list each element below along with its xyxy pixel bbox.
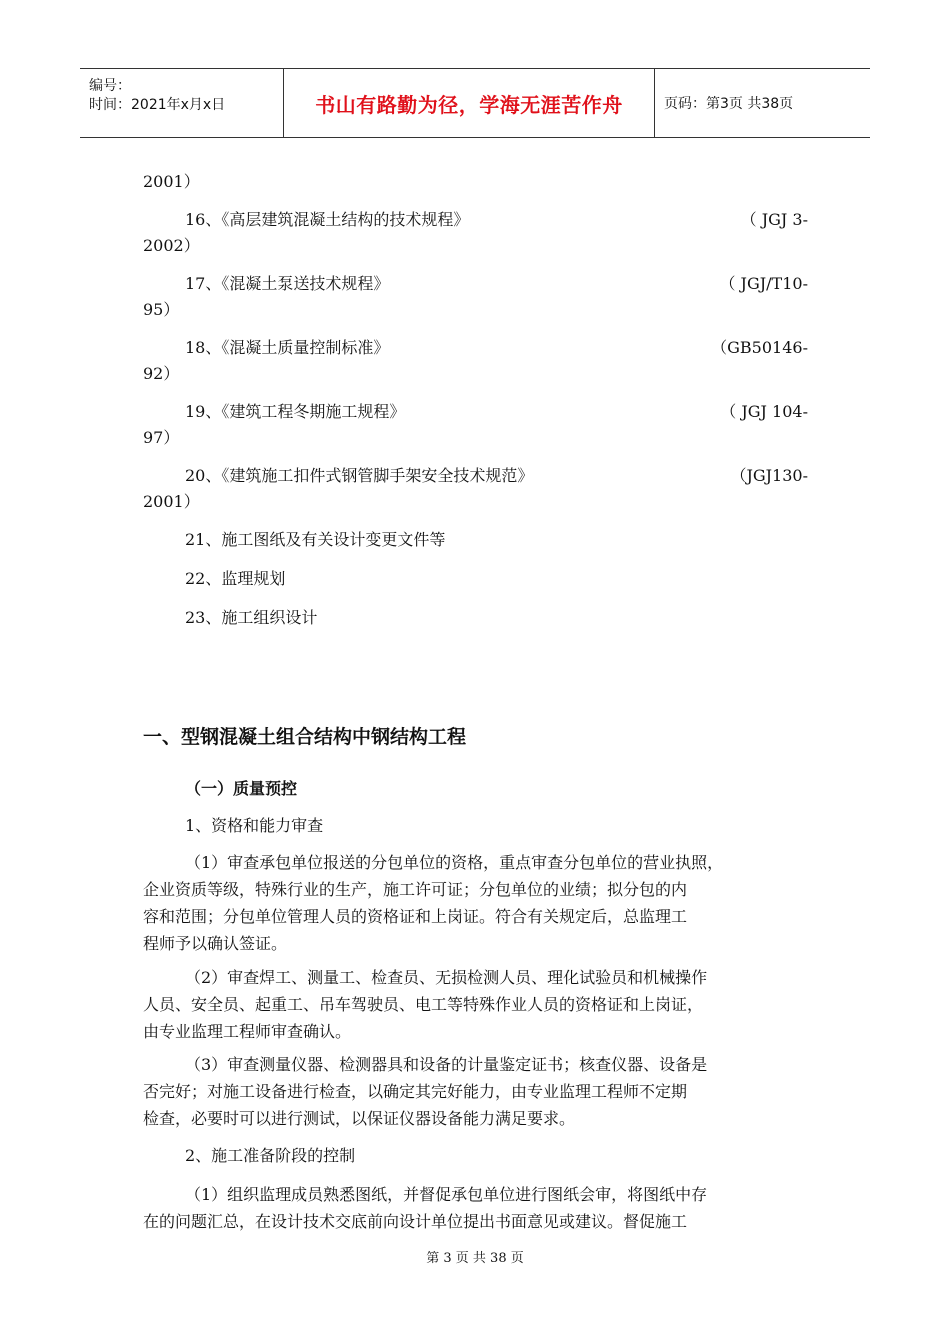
paragraph-line: 在的问题汇总，在设计技术交底前向设计单位提出书面意见或建议。督促施工 [143, 1212, 688, 1231]
ref-16-title: 16、《高层建筑混凝土结构的技术规程》 [185, 210, 470, 229]
paragraph-line: （1）审查承包单位报送的分包单位的资格，重点审查分包单位的营业执照， [185, 853, 724, 872]
ref-18-title: 18、《混凝土质量控制标准》 [185, 338, 390, 357]
paragraph-4 [143, 1181, 811, 1235]
ref-21: 21、施工图纸及有关设计变更文件等 [185, 530, 446, 549]
paragraph-line: 否完好；对施工设备进行检查，以确定其完好能力，由专业监理工程师不定期 [143, 1082, 688, 1101]
ref-23: 23、施工组织设计 [185, 608, 318, 627]
paragraph-line: 企业资质等级，特殊行业的生产，施工许可证；分包单位的业绩；拟分包的内 [143, 880, 688, 899]
subsection-title: （一）质量预控 [185, 779, 298, 798]
ref-18-code: （GB50146- [711, 338, 808, 357]
paragraph-line: （3）审查测量仪器、检测器具和设备的计量鉴定证书；核查仪器、设备是 [185, 1055, 708, 1074]
ref-17-tail: 95） [143, 300, 180, 319]
ref-19-title: 19、《建筑工程冬期施工规程》 [185, 402, 406, 421]
section-title: 一、型钢混凝土组合结构中钢结构工程 [143, 726, 467, 748]
paragraph-line: 由专业监理工程师审查确认。 [143, 1022, 352, 1041]
ref-20-code: （JGJ130- [730, 466, 808, 485]
ref-22: 22、监理规划 [185, 569, 286, 588]
ref-19-tail: 97） [143, 428, 180, 447]
item-qualification: 1、资格和能力审查 [185, 816, 324, 835]
paragraph-line: 容和范围；分包单位管理人员的资格证和上岗证。符合有关规定后，总监理工 [143, 907, 688, 926]
ref-16-code: （ JGJ 3- [740, 210, 808, 229]
ref-20-tail: 2001） [143, 492, 200, 511]
ref-17-code: （ JGJ/T10- [719, 274, 808, 293]
ref-20-title: 20、《建筑施工扣件式钢管脚手架安全技术规范》 [185, 466, 534, 485]
header-page-info: 页码：第3页 共38页 [664, 96, 794, 112]
paragraph-line: 人员、安全员、起重工、吊车驾驶员、电工等特殊作业人员的资格证和上岗证， [143, 995, 704, 1014]
page-footer: 第 3 页 共 38 页 [426, 1251, 524, 1266]
paragraph-line: 程师予以确认签证。 [143, 934, 288, 953]
doc-number-label: 编号： [89, 78, 131, 94]
paragraph-2 [143, 964, 811, 1045]
page-header [80, 68, 870, 138]
paragraph-line: （1）组织监理成员熟悉图纸，并督促承包单位进行图纸会审，将图纸中存 [185, 1185, 708, 1204]
ref-16-tail: 2002） [143, 236, 200, 255]
header-motto: 书山有路勤为径，学海无涯苦作舟 [284, 69, 655, 137]
paragraph-1 [143, 849, 811, 957]
header-meta [80, 69, 284, 137]
paragraph-line: （2）审查焊工、测量工、检查员、无损检测人员、理化试验员和机械操作 [185, 968, 708, 987]
ref-18-tail: 92） [143, 364, 180, 383]
doc-date: 时间：2021年x月x日 [89, 97, 226, 113]
paragraph-3 [143, 1051, 811, 1132]
ref-17-title: 17、《混凝土泵送技术规程》 [185, 274, 390, 293]
ref-15-tail: 2001） [143, 172, 200, 191]
ref-19-code: （ JGJ 104- [720, 402, 808, 421]
item-preparation: 2、施工准备阶段的控制 [185, 1146, 356, 1165]
paragraph-line: 检查，必要时可以进行测试，以保证仪器设备能力满足要求。 [143, 1109, 576, 1128]
